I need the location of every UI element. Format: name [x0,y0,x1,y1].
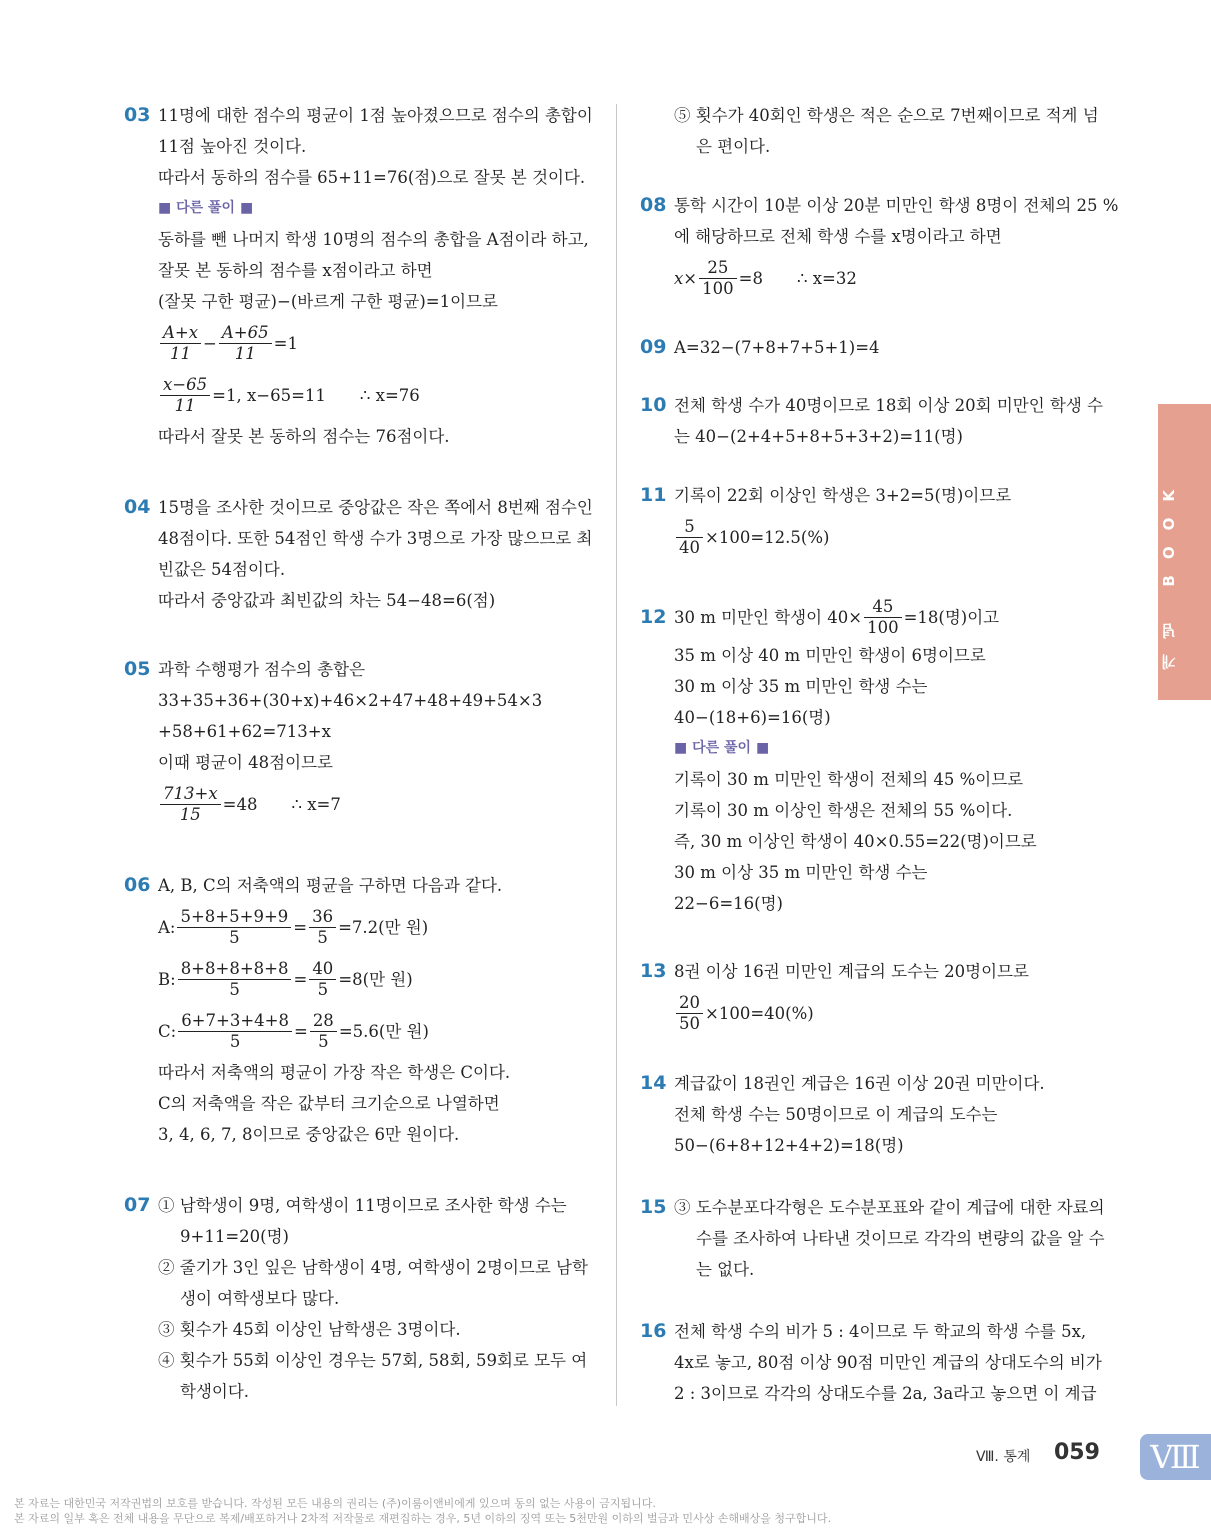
problem-number: 10 [640,394,667,416]
text-line: 는 40−(2+4+5+8+5+3+2)=11(명) [674,427,963,446]
fraction: $\frac{45}{100}$ [864,597,902,638]
equation [158,369,596,421]
text-line: 2 : 3이므로 각각의 상대도수를 2a, 3a라고 놓으면 이 계급 [674,1384,1097,1403]
solution-body [674,1316,1112,1409]
problem-13 [640,956,1112,1039]
problem-04 [124,492,596,616]
equation-label: C: [158,1021,177,1041]
text-line: 은 편이다. [696,137,771,156]
text-line: 잘못 본 동하의 점수를 x점이라고 하면 [158,261,433,280]
text-line: 과학 수행평가 점수의 총합은 [158,660,366,679]
text-line: A=32−(7+8+7+5+1)=4 [674,338,880,357]
equation-result: =1, x−65=11 [212,385,326,405]
problem-16 [640,1316,1112,1409]
fraction: $\frac{36}{5}$ [309,907,336,948]
operator: − [203,333,217,353]
problem-number: 08 [640,194,667,216]
text-line: C의 저축액을 작은 값부터 크기순으로 나열하면 [158,1094,500,1113]
footer-section-title: Ⅷ. 통계 [976,1449,1031,1465]
text-line: 30 m 이상 35 m 미만인 학생 수는 [674,863,928,882]
text-line: ③ 횟수가 45회 이상인 남학생은 3명이다. [158,1320,461,1339]
solution-body [674,1068,1112,1161]
equation-label: B: [158,969,176,989]
equation [674,594,1112,640]
solution-body [674,956,1112,1039]
problem-number: 06 [124,874,151,896]
text-line: ② 줄기가 3인 잎은 남학생이 4명, 여학생이 2명이므로 남학 [158,1258,588,1277]
text-line: 계급값이 18권인 계급은 16권 이상 20권 미만이다. [674,1074,1045,1093]
equation-result: =8(만 원) [338,969,413,989]
text-line: 즉, 30 m 이상인 학생이 40×0.55=22(명)이므로 [674,832,1037,851]
text-line: 15명을 조사한 것이므로 중앙값은 작은 쪽에서 8번째 점수인 [158,498,593,517]
equation-result: =5.6(만 원) [338,1021,429,1041]
equation-c [158,1005,596,1057]
solution-body [158,1190,596,1407]
operator: = [293,1021,308,1041]
text-line: 동하를 뺀 나머지 학생 10명의 점수의 총합을 A점이라 하고, [158,230,589,249]
fraction: $\frac{28}{5}$ [310,1011,337,1052]
problem-11 [640,480,1112,563]
solution-body [674,190,1119,304]
text-line: 4x로 놓고, 80점 이상 90점 미만인 계급의 상대도수의 비가 [674,1353,1102,1372]
fraction: $\frac{5}{40}$ [676,517,703,558]
equation-result: ×100=40(%) [705,1003,814,1023]
fraction: $\frac{713+x}{15}$ [160,784,221,825]
problem-03 [124,100,596,452]
text-line: 11명에 대한 점수의 평균이 1점 높아졌으므로 점수의 총합이 [158,106,593,125]
text-line: 따라서 저축액의 평균이 가장 작은 학생은 C이다. [158,1063,511,1082]
equation-result: ×100=12.5(%) [705,527,830,547]
text-line: 9+11=20(명) [180,1227,289,1246]
side-tab-label: 개념 BOOK [1160,474,1178,670]
text-line: ③ 도수분포다각형은 도수분포표와 같이 계급에 대한 자료의 [674,1198,1105,1217]
page-number: 059 [1054,1440,1100,1465]
problem-number: 04 [124,496,151,518]
fraction: $\frac{5+8+5+9+9}{5}$ [177,907,291,948]
text-line: 48점이다. 또한 54점인 학생 수가 3명으로 가장 많으므로 최 [158,529,593,548]
problem-07 [124,1190,596,1407]
chapter-badge: Ⅷ [1140,1434,1211,1480]
problem-number: 14 [640,1072,667,1094]
equation [158,317,596,369]
equation-prefix: x× [674,268,698,288]
copyright-notice [14,1496,831,1526]
problem-number: 15 [640,1196,667,1218]
text-line: 학생이다. [180,1382,250,1401]
solution-body [674,594,1112,919]
equation-result: =48 [222,794,258,814]
text-line: 전체 학생 수의 비가 5 : 4이므로 두 학교의 학생 수를 5x, [674,1322,1087,1341]
equation-label: A: [158,917,176,937]
side-tab-concept-book[interactable] [1158,404,1211,700]
text-line: 따라서 중앙값과 최빈값의 차는 54−48=6(점) [158,591,496,610]
operator: = [293,917,308,937]
fraction: $\frac{25}{100}$ [699,258,737,299]
equation [674,987,1112,1039]
text-line: A, B, C의 저축액의 평균을 구하면 다음과 같다. [158,876,503,895]
solution-body [158,870,596,1150]
problem-06 [124,870,596,1150]
text-line: 30 m 이상 35 m 미만인 학생 수는 [674,677,928,696]
copyright-line: 본 자료는 대한민국 저작권법의 보호를 받습니다. 작성된 모든 내용의 권리는 (주)이룸이앤비에게 있으며 동의 없는 사용이 금지됩니다. [14,1497,656,1510]
fraction: $\frac{20}{50}$ [676,993,703,1034]
text-line: 3, 4, 6, 7, 8이므로 중앙값은 6만 원이다. [158,1125,460,1144]
solution-body [674,332,1112,363]
text-line: 22−6=16(명) [674,894,783,913]
equation [158,778,596,830]
solution-body [674,480,1112,563]
problem-number: 07 [124,1194,151,1216]
text-line: 기록이 22회 이상인 학생은 3+2=5(명)이므로 [674,486,1012,505]
text-line: +58+61+62=713+x [158,722,331,741]
fraction: $\frac{x-65}{11}$ [160,375,210,416]
problem-05 [124,654,596,830]
solution-body [674,1192,1112,1285]
solution-body [158,492,596,616]
equation-conclusion: ∴ x=7 [291,794,341,814]
solution-body [158,654,596,830]
equation-b [158,953,596,1005]
problem-14 [640,1068,1112,1161]
fraction: $\frac{A+65}{11}$ [219,323,272,364]
equation-conclusion: ∴ x=32 [796,268,857,288]
text-segment: =18(명)이고 [903,607,1000,627]
text-line: 는 없다. [696,1260,755,1279]
text-line: 8권 이상 16권 미만인 계급의 도수는 20명이므로 [674,962,1029,981]
fraction: $\frac{40}{5}$ [309,959,336,1000]
operator: = [293,969,308,989]
equation-conclusion: ∴ x=76 [359,385,420,405]
text-line: 40−(18+6)=16(명) [674,708,831,727]
solution-body [674,390,1112,452]
problem-number: 16 [640,1320,667,1342]
text-line: (잘못 구한 평균)−(바르게 구한 평균)=1이므로 [158,292,498,311]
text-line: 11점 높아진 것이다. [158,137,307,156]
problem-number: 05 [124,658,151,680]
problem-number: 13 [640,960,667,982]
fraction: $\frac{6+7+3+4+8}{5}$ [178,1011,292,1052]
solution-body [158,100,596,452]
problem-15 [640,1192,1112,1285]
text-line: 기록이 30 m 이상인 학생은 전체의 55 %이다. [674,801,1013,820]
problem-number: 09 [640,336,667,358]
fraction: $\frac{A+x}{11}$ [160,323,201,364]
text-line: 이때 평균이 48점이므로 [158,753,333,772]
text-line: 35 m 이상 40 m 미만인 학생이 6명이므로 [674,646,986,665]
problem-number: 03 [124,104,151,126]
text-line: 수를 조사하여 나타낸 것이므로 각각의 변량의 값을 알 수 [696,1229,1105,1248]
copyright-line: 본 자료의 일부 혹은 전체 내용을 무단으로 복제/배포하거나 2차적 저작물로 재편집하는 경우, 5년 이하의 징역 또는 5천만원 이하의 벌금과 민사상 손해배상을 청구합니다. [14,1512,832,1525]
column-divider [616,104,617,1406]
text-line: ⑤ 횟수가 40회인 학생은 적은 순으로 7번째이므로 적게 넘 [674,106,1099,125]
text-line: 전체 학생 수가 40명이므로 18회 이상 20회 미만인 학생 수 [674,396,1103,415]
solution-body [674,100,1112,162]
text-line: 기록이 30 m 미만인 학생이 전체의 45 %이므로 [674,770,1024,789]
problem-07-continued [640,100,1112,162]
text-line: ④ 횟수가 55회 이상인 경우는 57회, 58회, 59회로 모두 여 [158,1351,588,1370]
problem-10 [640,390,1112,452]
equation [674,511,1112,563]
problem-09 [640,332,1112,363]
text-line: 50−(6+8+12+4+2)=18(명) [674,1136,904,1155]
text-line: 따라서 잘못 본 동하의 점수는 76점이다. [158,427,450,446]
text-line: 33+35+36+(30+x)+46×2+47+48+49+54×3 [158,691,543,710]
text-line: 따라서 동하의 점수를 65+11=76(점)으로 잘못 본 것이다. [158,168,586,187]
text-line: 전체 학생 수는 50명이므로 이 계급의 도수는 [674,1105,998,1124]
fraction: $\frac{8+8+8+8+8}{5}$ [178,959,292,1000]
text-line: 생이 여학생보다 많다. [180,1289,340,1308]
alt-solution-label: ■ 다른 풀이 ■ [158,200,254,216]
text-line: 통학 시간이 10분 이상 20분 미만인 학생 8명이 전체의 25 % [674,196,1119,215]
alt-solution-label: ■ 다른 풀이 ■ [674,740,770,756]
equation-result: =7.2(만 원) [338,917,429,937]
problem-12 [640,594,1112,919]
text-segment: 30 m 미만인 학생이 40× [674,607,863,627]
text-line: 에 해당하므로 전체 학생 수를 x명이라고 하면 [674,227,1002,246]
text-line: ① 남학생이 9명, 여학생이 11명이므로 조사한 학생 수는 [158,1196,567,1215]
problem-08 [640,190,1119,304]
equation-result: =1 [273,333,298,353]
problem-number: 12 [640,606,667,628]
text-line: 빈값은 54점이다. [158,560,286,579]
problem-number: 11 [640,484,667,506]
equation-a [158,901,596,953]
equation [674,252,1112,304]
equation-result: =8 [738,268,763,288]
